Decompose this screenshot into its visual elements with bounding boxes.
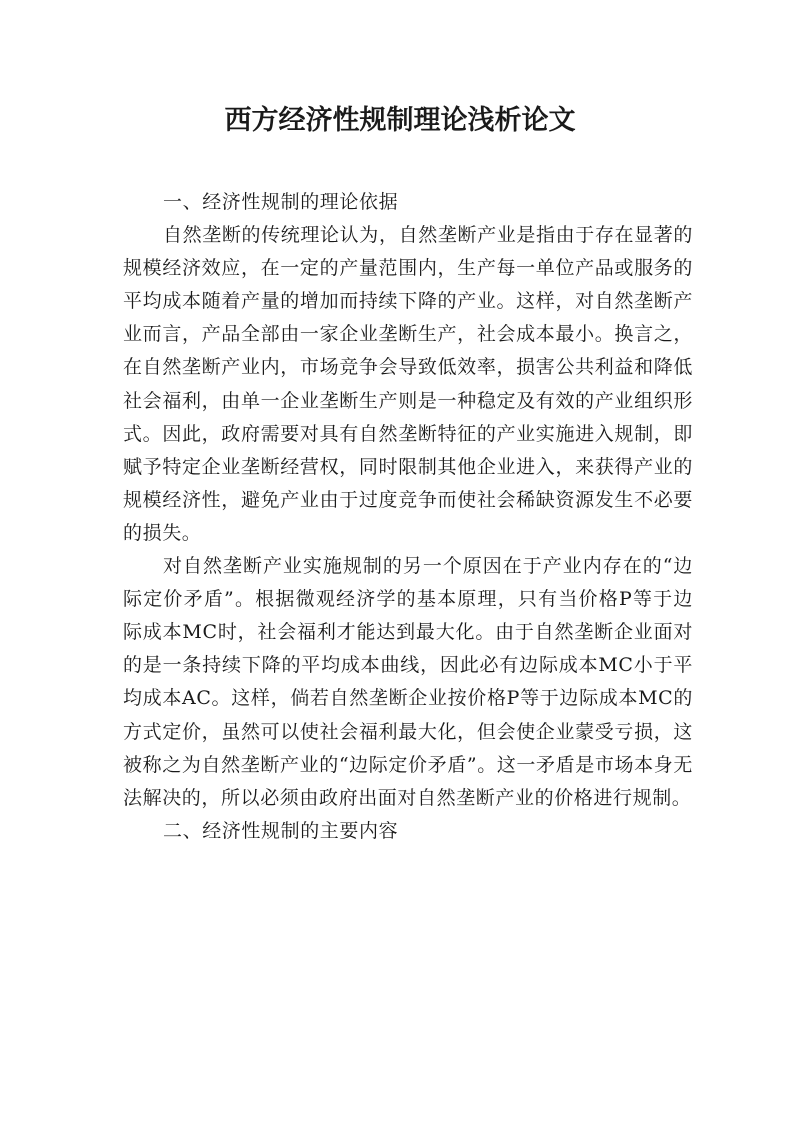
section-heading-2: 二、经济性规制的主要内容: [163, 819, 399, 842]
document-title: 西方经济性规制理论浅析论文: [224, 105, 576, 136]
document-body: [123, 186, 693, 848]
paragraph-2: 对自然垄断产业实施规制的另一个原因在于产业内存在的“边际定价矛盾”。根据微观经济学的基本原理，只有当价格P等于边际成本MC时，社会福利才能达到最大化。由于自然垄断企业面对的是一条持续下降的平均成本曲线，因此必有边际成本MC小于平均成本AC。这样，倘若自然垄断企业按价格P等于边际成本MC的方式定价，虽然可以使社会福利最大化，但会使企业蒙受亏损，这被称之为自然垄断产业的“边际定价矛盾”。这一矛盾是市场本身无法解决的，所以必须由政府出面对自然垄断产业的价格进行规制。: [123, 555, 693, 809]
section-heading-1: 一、经济性规制的理论依据: [163, 191, 399, 213]
paragraph-1: 自然垄断的传统理论认为，自然垄断产业是指由于存在显著的规模经济效应，在一定的产量范围内，生产每一单位产品或服务的平均成本随着产量的增加而持续下降的产业。这样，对自然垄断产业而言，产品全部由一家企业垄断生产，社会成本最小。换言之，在自然垄断产业内，市场竞争会导致低效率，损害公共利益和降低社会福利，由单一企业垄断生产则是一种稳定及有效的产业组织形式。因此，政府需要对具有自然垄断特征的产业实施进入规制，即赋予特定企业垄断经营权，同时限制其他企业进入，来获得产业的规模经济性，避免产业由于过度竞争而使社会稀缺资源发生不必要的损失。: [123, 224, 693, 544]
